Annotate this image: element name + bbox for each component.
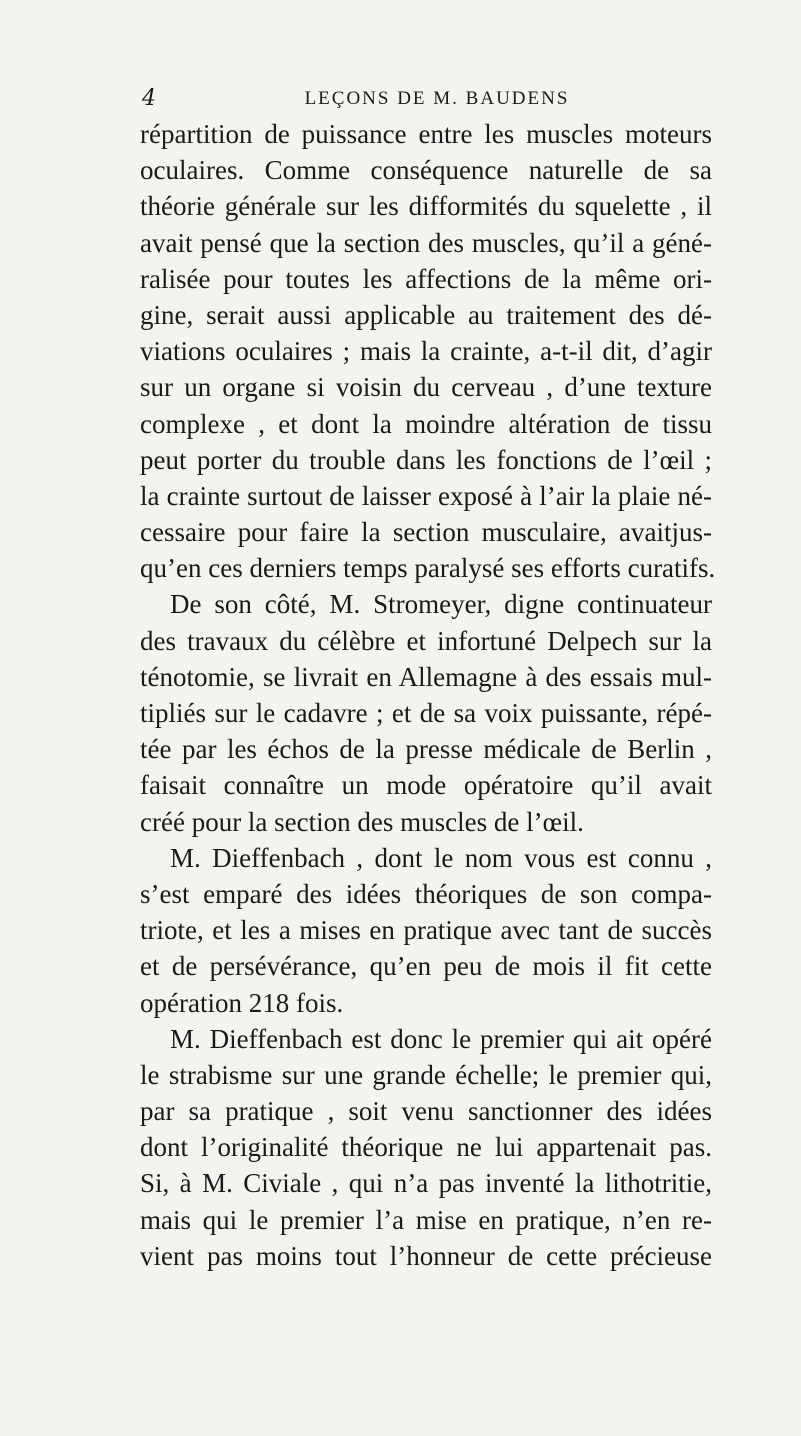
body-text xyxy=(140,116,716,1274)
text-line: faisait connaître un mode opératoire qu’il avait xyxy=(140,770,712,801)
text-line: répartition de puissance entre les muscles moteurs xyxy=(140,119,712,149)
text-line: triote, et les a mises en pratique avec tant de succès xyxy=(140,915,712,946)
text-line: par sa pratique , soit venu sanctionner des idées xyxy=(140,1096,712,1127)
text-line: complexe , et dont la moindre altération de tissu xyxy=(140,408,712,439)
text-line: qu’en ces derniers temps paralysé ses efforts curatifs. xyxy=(140,553,716,584)
text-line: gine, serait aussi applicable au traitement des dé- xyxy=(140,299,712,330)
text-line: vient pas moins tout l’honneur de cette précieuse xyxy=(140,1240,712,1271)
text-line: créé pour la section des muscles de l’œil. xyxy=(140,806,584,837)
page-number: 4 xyxy=(142,86,156,111)
text-line: opération 218 fois. xyxy=(140,987,344,1018)
text-line: M. Dieffenbach est donc le premier qui ait opéré xyxy=(170,1023,712,1054)
text-line: s’est emparé des idées théoriques de son compa- xyxy=(140,878,712,909)
text-line: des travaux du célèbre et infortuné Delpech sur la xyxy=(140,625,712,656)
text-line: tipliés sur le cadavre ; et de sa voix puissante, répé- xyxy=(140,698,712,728)
text-line: avait pensé que la section des muscles, qu’il a géné- xyxy=(140,227,712,258)
text-line: ralisée pour toutes les affections de la même ori- xyxy=(140,263,712,294)
text-line: ténotomie, se livrait en Allemagne à des essais mul- xyxy=(140,661,712,692)
text-line: le strabisme sur une grande échelle; le premier qui, xyxy=(140,1059,712,1090)
text-line: viations oculaires ; mais la crainte, a-t-il dit, d’agir xyxy=(140,336,712,367)
page-header xyxy=(142,86,712,114)
text-line: et de persévérance, qu’en peu de mois il fit cette xyxy=(140,951,712,982)
text-line: M. Dieffenbach , dont le nom vous est connu , xyxy=(170,842,712,873)
text-line: théorie générale sur les difformités du squelette , il xyxy=(140,191,712,222)
text-line: peut porter du trouble dans les fonctions de l’œil ; xyxy=(140,444,712,475)
text-line: tée par les échos de la presse médicale de Berlin , xyxy=(140,734,712,765)
text-line: oculaires. Comme conséquence naturelle de sa xyxy=(140,155,712,186)
text-line: mais qui le premier l’a mise en pratique, n’en re- xyxy=(140,1204,712,1235)
text-line: dont l’originalité théorique ne lui appartenait pas. xyxy=(140,1132,712,1163)
text-line: sur un organe si voisin du cerveau , d’une texture xyxy=(140,372,712,403)
text-line: cessaire pour faire la section musculaire, avaitjus- xyxy=(140,517,712,548)
text-line: la crainte surtout de laisser exposé à l’air la plaie né- xyxy=(140,480,712,511)
text-line: Si, à M. Civiale , qui n’a pas inventé la lithotritie, xyxy=(140,1168,712,1199)
running-head: LEÇONS DE M. BAUDENS xyxy=(304,88,570,109)
text-line: De son côté, M. Stromeyer, digne continuateur xyxy=(170,589,712,620)
